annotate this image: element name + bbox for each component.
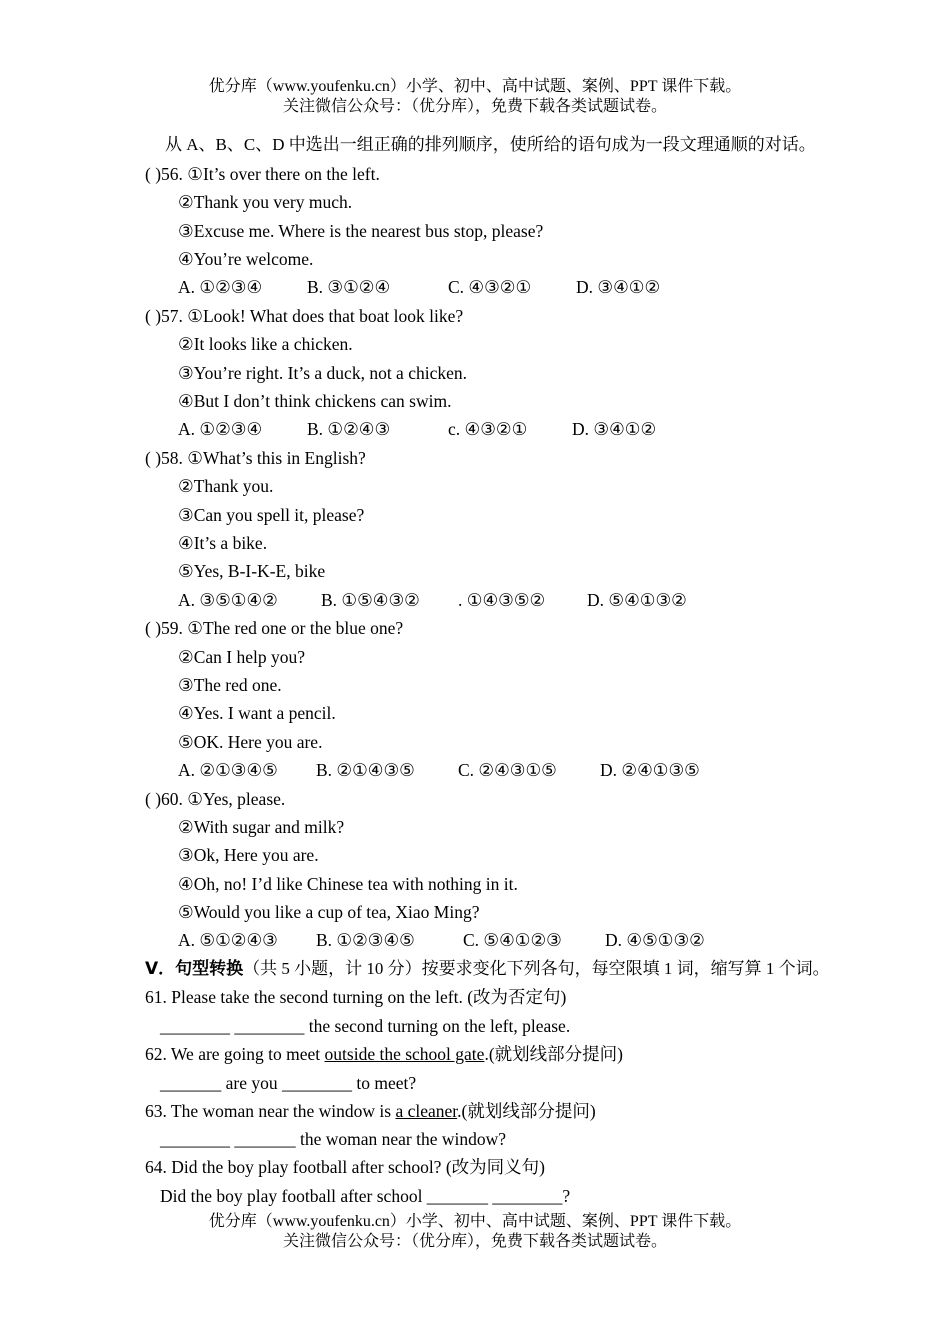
underlined-phrase: outside the school gate <box>324 1044 485 1064</box>
question-60-stem: ( )60. ①Yes, please. <box>145 789 286 809</box>
option-b[interactable]: B. ②①④③⑤ <box>316 760 415 780</box>
question-60-line: ③Ok, Here you are. <box>178 845 319 865</box>
option-d[interactable]: D. ②④①③⑤ <box>600 760 700 780</box>
option-b[interactable]: B. ①②③④⑤ <box>316 930 415 950</box>
question-59-line: ②Can I help you? <box>178 647 305 667</box>
question-59-line: ③The red one. <box>178 675 282 695</box>
question-58-line: ②Thank you. <box>178 476 274 496</box>
question-57-line: ④But I don’t think chickens can swim. <box>178 391 452 411</box>
option-b[interactable]: B. ①⑤④③② <box>321 590 420 610</box>
question-58-line: ④It’s a bike. <box>178 533 268 553</box>
question-56-stem: ( )56. ①It’s over there on the left. <box>145 164 380 184</box>
question-63-pre: 63. The woman near the window is <box>145 1101 396 1121</box>
answer-line-64[interactable]: Did the boy play football after school _______ ________? <box>160 1186 571 1206</box>
option-b[interactable]: B. ①②④③ <box>307 419 391 439</box>
question-62-post: .(就划线部分提问) <box>484 1044 623 1064</box>
question-63-post: .(就划线部分提问) <box>457 1101 596 1121</box>
answer-line-63[interactable]: ________ _______ the woman near the window? <box>160 1129 507 1149</box>
option-a[interactable]: A. ⑤①②④③ <box>178 930 278 950</box>
question-62 <box>145 1043 623 1065</box>
answer-line-61[interactable]: ________ ________ the second turning on the left, please. <box>160 1016 571 1036</box>
question-60-line: ⑤Would you like a cup of tea, Xiao Ming? <box>178 902 480 922</box>
question-60-line: ④Oh, no! I’d like Chinese tea with nothing in it. <box>178 874 518 894</box>
section-5-desc: （共 5 小题，计 10 分）按要求变化下列各句，每空限填 1 词，缩写算 1 个词。 <box>243 959 830 978</box>
option-c[interactable]: . ①④③⑤② <box>458 590 546 610</box>
option-c[interactable]: C. ⑤④①②③ <box>463 930 562 950</box>
question-62-pre: 62. We are going to meet <box>145 1044 325 1064</box>
question-58-line: ⑤Yes, B-I-K-E, bike <box>178 561 326 581</box>
footer-line-2: 关注微信公众号：（优分库），免费下载各类试题试卷。 <box>282 1233 667 1250</box>
question-56-line: ④You’re welcome. <box>178 249 314 269</box>
question-59-line: ④Yes. I want a pencil. <box>178 703 336 723</box>
question-58-stem: ( )58. ①What’s this in English? <box>145 448 366 468</box>
question-61: 61. Please take the second turning on the left. (改为否定句) <box>145 987 567 1007</box>
question-64: 64. Did the boy play football after school? (改为同义句) <box>145 1157 545 1177</box>
option-a[interactable]: A. ③⑤①④② <box>178 590 278 610</box>
footer-line-1: 优分库（www.youfenku.cn）小学、初中、高中试题、案例、PPT 课件下载。 <box>208 1213 742 1230</box>
section-5-title: V．句型转换 <box>145 959 244 979</box>
instruction: 从 A、B、C、D 中选出一组正确的排列顺序，使所给的语句成为一段文理通顺的对话。 <box>165 135 816 154</box>
option-a[interactable]: A. ②①③④⑤ <box>178 760 278 780</box>
option-a[interactable]: A. ①②③④ <box>178 277 263 297</box>
underlined-phrase: a cleaner <box>395 1101 458 1121</box>
header-line-1: 优分库（www.youfenku.cn）小学、初中、高中试题、案例、PPT 课件下载。 <box>208 78 742 95</box>
option-d[interactable]: D. ③④①② <box>572 419 657 439</box>
option-c[interactable]: c. ④③②① <box>448 419 528 439</box>
question-57-line: ②It looks like a chicken. <box>178 334 353 354</box>
question-63 <box>145 1100 596 1122</box>
question-59-line: ⑤OK. Here you are. <box>178 732 323 752</box>
header-line-2: 关注微信公众号：（优分库），免费下载各类试题试卷。 <box>282 98 667 115</box>
question-56-line: ③Excuse me. Where is the nearest bus stop, please? <box>178 221 544 241</box>
option-d[interactable]: D. ④⑤①③② <box>605 930 705 950</box>
question-58-line: ③Can you spell it, please? <box>178 505 365 525</box>
question-57-stem: ( )57. ①Look! What does that boat look like? <box>145 306 464 326</box>
option-d[interactable]: D. ⑤④①③② <box>587 590 687 610</box>
question-56-line: ②Thank you very much. <box>178 192 353 212</box>
option-b[interactable]: B. ③①②④ <box>307 277 391 297</box>
question-60-line: ②With sugar and milk? <box>178 817 345 837</box>
question-59-stem: ( )59. ①The red one or the blue one? <box>145 618 404 638</box>
section-5-heading <box>145 958 830 980</box>
option-d[interactable]: D. ③④①② <box>576 277 661 297</box>
option-c[interactable]: C. ④③②① <box>448 277 532 297</box>
answer-line-62[interactable]: _______ are you ________ to meet? <box>160 1073 417 1093</box>
option-a[interactable]: A. ①②③④ <box>178 419 263 439</box>
question-57-line: ③You’re right. It’s a duck, not a chicken. <box>178 363 467 383</box>
option-c[interactable]: C. ②④③①⑤ <box>458 760 557 780</box>
